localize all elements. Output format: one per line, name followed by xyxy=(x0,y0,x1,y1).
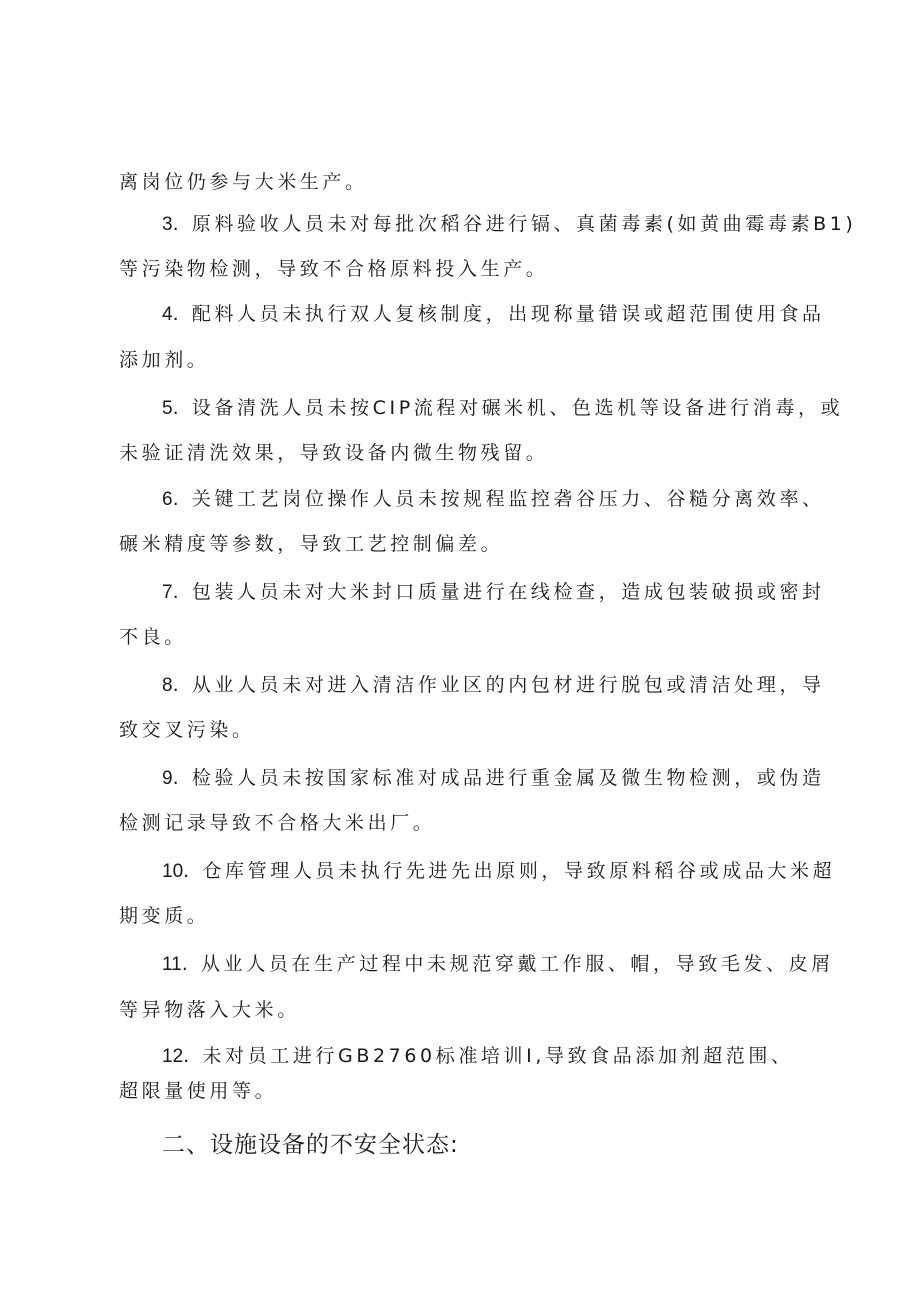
paragraph-text: 碾米精度等参数，导致工艺控制偏差。 xyxy=(119,533,504,555)
paragraph-text: 添加剂。 xyxy=(119,349,210,371)
item-number: 12 xyxy=(162,1046,184,1067)
list-item-6 xyxy=(162,487,825,512)
list-item-7-line-2 xyxy=(119,625,187,649)
paragraph-text: 不良。 xyxy=(119,626,187,648)
paragraph-text: 离岗位仍参与大米生产。 xyxy=(119,171,368,193)
paragraph-text: 检测记录导致不合格大米出厂。 xyxy=(119,812,436,834)
paragraph-text: . 未对员工进行GB2760标准培训I,导致食品添加剂超范围、 xyxy=(183,1045,794,1067)
item-number: 4 xyxy=(162,304,173,325)
paragraph-2-continuation xyxy=(119,170,368,194)
list-item-3 xyxy=(162,212,856,237)
list-item-4 xyxy=(162,302,825,327)
paragraph-text: . 设备清洗人员未按CIP流程对碾米机、色选机等设备进行消毒，或 xyxy=(172,397,844,419)
item-number: 7 xyxy=(162,582,173,603)
item-number: 10 xyxy=(162,861,184,882)
list-item-6-line-2 xyxy=(119,532,503,556)
list-item-11-line-2 xyxy=(119,998,300,1022)
section-heading: 二、设施设备的不安全状态: xyxy=(162,1132,459,1158)
paragraph-text: 等污染物检测，导致不合格原料投入生产。 xyxy=(119,258,549,280)
paragraph-text: . 从业人员在生产过程中未规范穿戴工作服、帽，导致毛发、皮屑 xyxy=(181,953,834,975)
item-number: 8 xyxy=(162,675,173,696)
list-item-4-line-2 xyxy=(119,348,209,372)
paragraph-text: 致交叉污染。 xyxy=(119,719,255,741)
list-item-11 xyxy=(162,952,834,977)
list-item-9-line-2 xyxy=(119,811,435,835)
list-item-12 xyxy=(162,1044,794,1069)
list-item-8 xyxy=(162,673,825,698)
paragraph-text: 未验证清洗效果，导致设备内微生物残留。 xyxy=(119,442,549,464)
paragraph-text: 超限量使用等。 xyxy=(119,1080,278,1102)
list-item-10-line-2 xyxy=(119,904,209,928)
paragraph-text: . 原料验收人员未对每批次稻谷进行镉、真菌毒素(如黄曲霉毒素B1) xyxy=(172,213,857,235)
list-item-5 xyxy=(162,396,843,421)
paragraph-text: . 检验人员未按国家标准对成品进行重金属及微生物检测，或伪造 xyxy=(172,767,825,789)
list-item-12-line-2 xyxy=(119,1079,277,1103)
paragraph-text: . 关键工艺岗位操作人员未按规程监控砻谷压力、谷糙分离效率、 xyxy=(172,488,825,510)
list-item-8-line-2 xyxy=(119,718,255,742)
paragraph-text: . 配料人员未执行双人复核制度，出现称量错误或超范围使用食品 xyxy=(172,303,825,325)
paragraph-text: 等异物落入大米。 xyxy=(119,999,300,1021)
item-number: 6 xyxy=(162,489,173,510)
list-item-9 xyxy=(162,766,825,791)
list-item-7 xyxy=(162,580,825,605)
list-item-10 xyxy=(162,859,835,884)
item-number: 11 xyxy=(162,954,182,975)
paragraph-text: . 包装人员未对大米封口质量进行在线检查，造成包装破损或密封 xyxy=(172,581,825,603)
item-number: 5 xyxy=(162,398,173,419)
paragraph-text: 期变质。 xyxy=(119,905,210,927)
list-item-3-line-2 xyxy=(119,257,548,281)
paragraph-text: . 从业人员未对进入清洁作业区的内包材进行脱包或清洁处理，导 xyxy=(172,674,825,696)
list-item-5-line-2 xyxy=(119,441,548,465)
item-number: 3 xyxy=(162,214,173,235)
item-number: 9 xyxy=(162,768,173,789)
paragraph-text: . 仓库管理人员未执行先进先出原则，导致原料稻谷或成品大米超 xyxy=(183,860,836,882)
